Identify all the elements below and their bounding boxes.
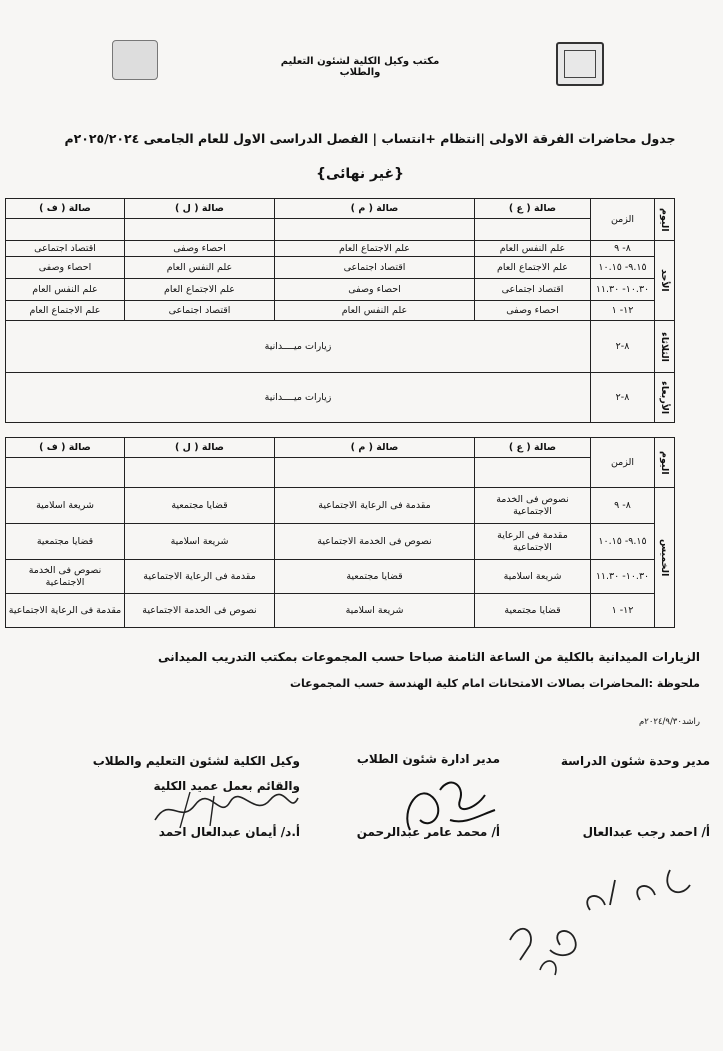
sig-left-name: أ.د/ أيمان عبدالعال احمد [158, 825, 300, 839]
course-cell: نصوص فى الخدمة الاجتماعية [125, 594, 275, 628]
sig-left-title-1: وكيل الكلية لشئون التعليم والطلاب [92, 754, 300, 768]
time-cell: ٩.١٥- ١٠.١٥ [591, 524, 655, 560]
time-cell: ٨-٢ [591, 321, 655, 373]
day-sunday: الأحد [655, 241, 675, 321]
course-cell: علم النفس العام [275, 301, 475, 321]
course-cell: شريعة اسلامية [275, 594, 475, 628]
day-header: اليوم [655, 438, 675, 488]
remark-note: ملحوظة :المحاضرات بصالات الامتحانات امام كلية الهندسة حسب المجموعات [289, 677, 700, 690]
course-cell: اقتصاد اجتماعى [475, 279, 591, 301]
schedule-title: جدول محاضرات الفرقة الاولى |انتظام +انتساب | الفصل الدراسى الاول للعام الجامعى ٢٠٢٥/٢٠٢٤م [64, 131, 676, 146]
time-cell: ٨- ٩ [591, 488, 655, 524]
course-cell: علم الاجتماع العام [275, 241, 475, 257]
course-cell: شريعة اسلامية [475, 560, 591, 594]
day-tuesday: الثلاثاء [655, 321, 675, 373]
day-thursday: الخميس [655, 488, 675, 628]
day-wednesday: الأربعاء [655, 373, 675, 423]
sig-middle-title: مدير ادارة شئون الطلاب [356, 752, 500, 766]
course-cell: نصوص فى الخدمة الاجتماعية [6, 560, 125, 594]
course-cell: احصاء وصفى [6, 257, 125, 279]
university-logo [556, 42, 604, 86]
day-header: اليوم [655, 199, 675, 241]
hall-ain-header: صالة ( ع ) [475, 199, 591, 219]
time-cell: ١٠.٣٠- ١١.٣٠ [591, 279, 655, 301]
time-cell: ١٢- ١ [591, 594, 655, 628]
course-cell: نصوص فى الخدمة الاجتماعية [275, 524, 475, 560]
hall-fa-header: صالة ( ف ) [6, 199, 125, 219]
hall-lam-header: صالة ( ل ) [125, 438, 275, 458]
time-header: الزمن [591, 199, 655, 241]
course-cell: علم الاجتماع العام [125, 279, 275, 301]
sig-right-name: أ/ احمد رجب عبدالعال [582, 825, 710, 839]
time-cell: ١٠.٣٠- ١١.٣٠ [591, 560, 655, 594]
schedule-table-top [5, 198, 675, 423]
issue-date: راشد٢٠٢٤/٩/٣٠م [638, 717, 700, 727]
time-cell: ١٢- ١ [591, 301, 655, 321]
office-header: مكتب وكيل الكلية لشئون التعليم والطلاب [280, 56, 440, 78]
course-cell: قضايا مجتمعية [125, 488, 275, 524]
field-visits-note: الزيارات الميدانية بالكلية من الساعة الثامنة صباحا حسب المجموعات بمكتب التدريب الميدانى [158, 650, 700, 664]
schedule-subtitle: {غير نهائى} [316, 166, 404, 182]
schedule-table-bottom [5, 437, 675, 628]
sig-middle-name: أ/ محمد عامر عبدالرحمن [356, 825, 500, 839]
course-cell: نصوص فى الخدمة الاجتماعية [475, 488, 591, 524]
sig-right-title: مدير وحدة شئون الدراسة [560, 754, 710, 768]
field-visits-cell: زيارات ميــــدانية [6, 321, 591, 373]
course-cell: علم النفس العام [6, 279, 125, 301]
time-cell: ٩.١٥- ١٠.١٥ [591, 257, 655, 279]
course-cell: علم النفس العام [125, 257, 275, 279]
course-cell: احصاء وصفى [275, 279, 475, 301]
handwritten-signature-dean [150, 790, 300, 830]
hall-mim-header: صالة ( م ) [275, 438, 475, 458]
course-cell: مقدمة فى الرعاية الاجتماعية [6, 594, 125, 628]
course-cell: قضايا مجتمعية [475, 594, 591, 628]
time-cell: ٨- ٩ [591, 241, 655, 257]
course-cell: اقتصاد اجتماعى [275, 257, 475, 279]
course-cell: شريعة اسلامية [6, 488, 125, 524]
hall-mim-header: صالة ( م ) [275, 199, 475, 219]
time-header: الزمن [591, 438, 655, 488]
course-cell: مقدمة فى الرعاية الاجتماعية [275, 488, 475, 524]
course-cell: شريعة اسلامية [125, 524, 275, 560]
course-cell: احصاء وصفى [125, 241, 275, 257]
handwritten-annotation [490, 860, 710, 980]
handwritten-signature-manager [390, 770, 500, 840]
course-cell: علم الاجتماع العام [6, 301, 125, 321]
hall-fa-header: صالة ( ف ) [6, 438, 125, 458]
course-cell: قضايا مجتمعية [6, 524, 125, 560]
course-cell: مقدمة فى الرعاية الاجتماعية [125, 560, 275, 594]
field-visits-cell: زيارات ميــــدانية [6, 373, 591, 423]
course-cell: اقتصاد اجتماعى [125, 301, 275, 321]
course-cell: اقتصاد اجتماعى [6, 241, 125, 257]
course-cell: مقدمة فى الرعاية الاجتماعية [475, 524, 591, 560]
course-cell: علم الاجتماع العام [475, 257, 591, 279]
course-cell: علم النفس العام [475, 241, 591, 257]
time-cell: ٨-٢ [591, 373, 655, 423]
hall-lam-header: صالة ( ل ) [125, 199, 275, 219]
hall-ain-header: صالة ( ع ) [475, 438, 591, 458]
course-cell: قضايا مجتمعية [275, 560, 475, 594]
faculty-logo [112, 40, 158, 80]
sig-left-title-2: والقائم بعمل عميد الكلية [153, 779, 300, 793]
course-cell: احصاء وصفى [475, 301, 591, 321]
